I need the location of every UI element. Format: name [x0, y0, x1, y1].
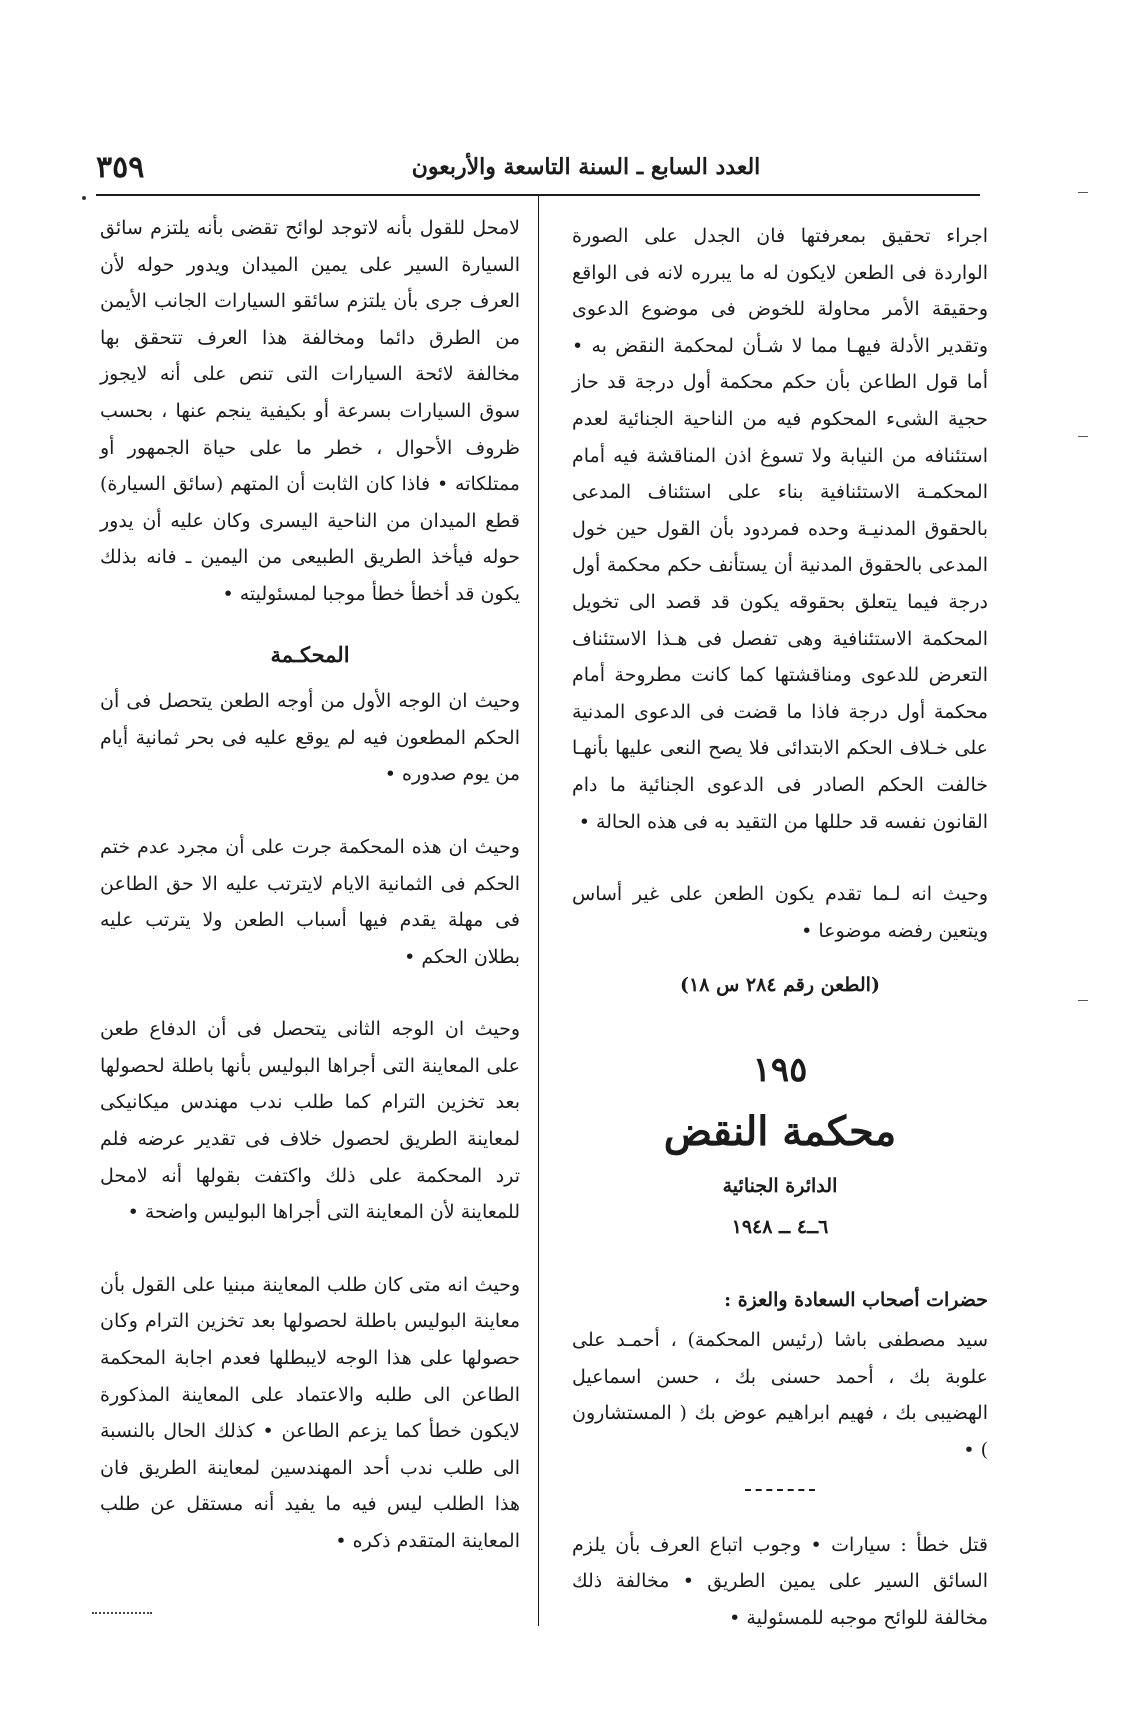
section-heading-court: المحكـمة	[270, 641, 350, 667]
page-number: ٣٥٩	[96, 150, 145, 185]
left-paragraph-5: وحيث انه متى كان طلب المعاينة مبنيا على القول بأن معاينة البوليس باطلة لحصولها بعد تخزين الترام وكان حصولها على هذا الوجه لايبطلها فعدم اجابة المحكمة الطاعن الى طلبه والاعتماد على المعاينة المذكورة لايكون خطأ كما يزعم الطاعن • كذلك الحال بالنسبة الى طلب ندب أحد المهندسين لمعاينة الطريق فان هذا الطلب ليس فيه ما يفيد أنه مستقل عن طلب المعاينة المتقدم ذكره •	[100, 1273, 520, 1552]
page-header	[96, 150, 980, 192]
scan-smudge	[92, 1612, 152, 1614]
right-column	[572, 218, 988, 1636]
column-divider	[538, 196, 539, 1626]
judgment-date: ٦ــ٤ ــ ١٩٤٨	[731, 1216, 829, 1239]
scan-speck	[82, 196, 86, 200]
appeal-reference: (الطعن رقم ٢٨٤ س ١٨)	[680, 974, 880, 997]
running-title: العدد السابع ـ السنة التاسعة والأربعون	[411, 154, 761, 180]
right-paragraph-2: وحيث انه لـما تقدم يكون الطعن على غير أساس ويتعين رفضه موضوعا •	[572, 883, 988, 942]
members-heading: حضرات أصحاب السعادة والعزة :	[724, 1288, 988, 1311]
left-paragraph-3: وحيث ان هذه المحكمة جرت على أن مجرد عدم ختم الحكم فى الثمانية الايام لايترتب عليه الا حق الطاعن فى مهلة يقدم فيها أسباب الطعن ولا يترتب عليه بطلان الحكم •	[100, 835, 520, 968]
left-paragraph-1: لامحل للقول بأنه لاتوجد لوائح تقضى بأنه يلتزم سائق السيارة السير على يمين الميدان ويدور حوله لأن العرف جرى بأن يلتزم سائقو السيارات الجانب الأيمن من الطرق دائما ومخالفة هذا العرف تتحقق بها مخالفة لائحة السيارات التى تنص على أنه لايجوز سوق السيارات بسرعة أو بكيفية ينجم عنها ، بحسب ظروف الأحوال ، خطر ما على حياة الجمهور أو ممتلكاته • فاذا كان الثابت أن المتهم (سائق السيارة) قطع الميدان من الناحية اليسرى وكان عليه أن يدور حوله فيأخذ الطريق الطبيعى من اليمين ـ فانه بذلك يكون قد أخطأ خطأ موجبا لمسئوليته •	[100, 217, 520, 605]
case-summary: قتل خطأ : سيارات • وجوب اتباع العرف بأن يلزم السائق السير على يمين الطريق • مخالفة ذلك مخالفة للوائح موجبه للمسئولية •	[572, 1533, 988, 1629]
case-number: ١٩٥	[752, 1049, 808, 1090]
left-paragraph-4: وحيث ان الوجه الثانى يتحصل فى أن الدفاع طعن على المعاينة التى أجراها البوليس بأنها باطلة لحصولها بعد تخزين الترام كما طلب ندب مهندس ميكانيكى لمعاينة الطريق لحصول خلاف فى تقدير عرضه فلم ترد المحكمة على ذلك واكتفت بقولها أنه لامحل للمعاينة لأن المعاينة التى أجراها البوليس واضحة •	[100, 1018, 520, 1224]
dashed-separator	[745, 1489, 815, 1491]
left-column	[100, 210, 520, 1560]
members-list: سيد مصطفى باشا (رئيس المحكمة) ، أحمـد على علوبة بك ، أحمد حسنى بك ، حسن اسماعيل الهضيبى بك ، فهيم ابراهيم عوض بك ( المستشارون ) •	[572, 1329, 988, 1462]
margin-mark	[1078, 192, 1088, 193]
chamber-name: الدائرة الجنائية	[722, 1175, 838, 1198]
court-name-heading: محكمة النقض	[663, 1108, 897, 1156]
margin-mark	[1078, 436, 1088, 437]
left-paragraph-2: وحيث ان الوجه الأول من أوجه الطعن يتحصل فى أن الحكم المطعون فيه لم يوقع عليه فى بحر ثمانية أيام من يوم صدوره •	[100, 690, 520, 786]
right-paragraph-1: اجراء تحقيق بمعرفتها فان الجدل على الصورة الواردة فى الطعن لايكون له ما يبرره لانه فى الواقع وحقيقة الأمر محاولة للخوض فى موضوع الدعوى وتقدير الأدلة فيهـا مما لا شـأن لمحكمة النقض به • أما قول الطاعن بأن حكم محكمة أول درجة قد حاز حجية الشىء المحكوم فيه من الناحية الجنائية لعدم استئنافه من النيابة ولا تسوغ اذن المناقشة فيه أمام المحكمـة الاستئنافية بناء على استئناف المدعى بالحقوق المدنيـة وحده فمردود بأن القول حين خول المدعى بالحقوق المدنية أن يستأنف حكم محكمة أول درجة فيما يتعلق بحقوقه يكون قد قصد الى تخويل المحكمة الاستئنافية وهى تفصل فى هـذا الاستئناف التعرض للدعوى ومناقشتها كما كانت مطروحة أمام محكمة أول درجة فاذا ما قضت فى الدعوى المدنية على خـلاف الحكم الابتدائى فلا يصح النعى عليها بأنهـا خالفت الحكم الصادر فى الدعوى الجنائية ما دام القانون نفسه قد حللها من التقيد به فى هذه الحالة •	[572, 225, 988, 833]
margin-mark	[1078, 1000, 1088, 1001]
